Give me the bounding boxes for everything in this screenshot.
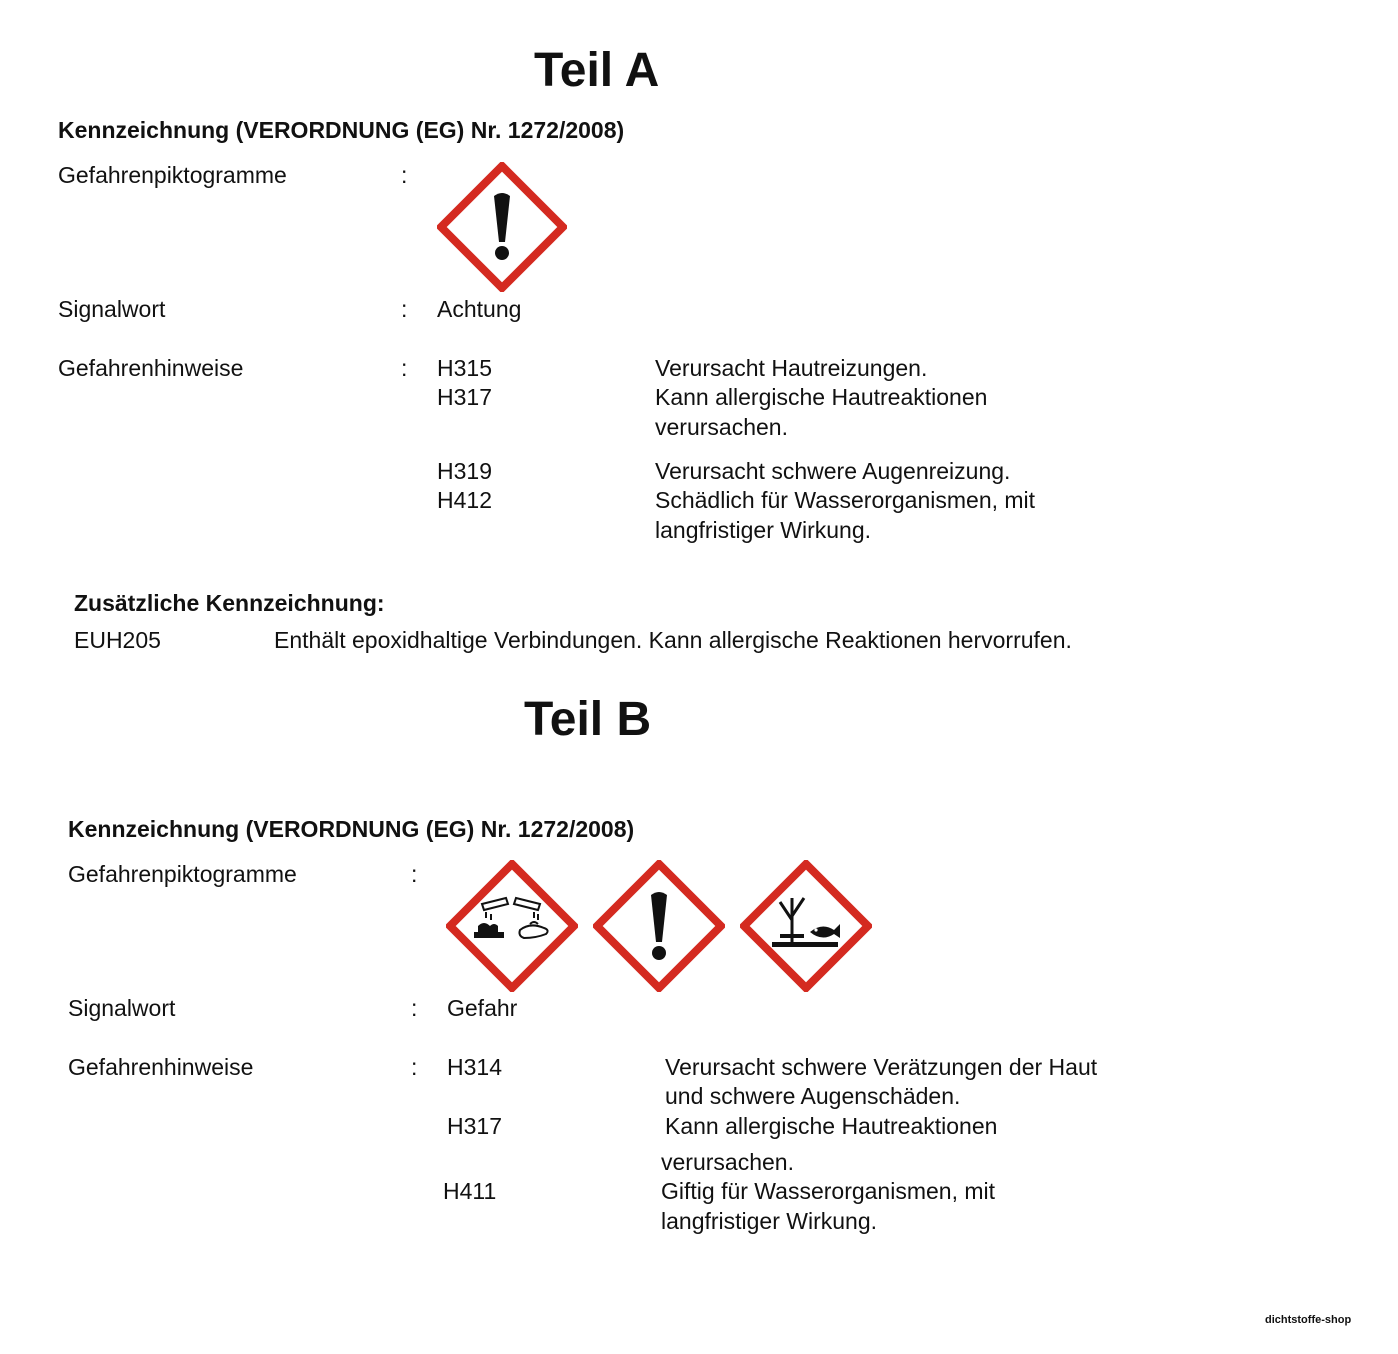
part-b-hazard-colon: : [411, 1054, 418, 1080]
footer-brand: dichtstoffe-shop [1265, 1314, 1352, 1326]
part-b-title: Teil B [524, 693, 652, 746]
hazard-text: Kann allergische Hautreaktionen [665, 1113, 998, 1139]
part-b-hazard-label: Gefahrenhinweise [68, 1054, 254, 1080]
hazard-code: H412 [437, 487, 492, 513]
part-a-signal-value: Achtung [437, 296, 522, 322]
part-a-pictograms-colon: : [401, 162, 408, 188]
hazard-text: Schädlich für Wasserorganismen, mit [655, 487, 1036, 513]
hazard-code: H319 [437, 458, 492, 484]
part-a-signal-colon: : [401, 296, 408, 322]
part-a-signal-label: Signalwort [58, 296, 166, 322]
hazard-text: und schwere Augenschäden. [665, 1083, 961, 1109]
part-a-hazard-label: Gefahrenhinweise [58, 355, 244, 381]
hazard-code: H314 [447, 1054, 502, 1080]
part-b-signal-label: Signalwort [68, 995, 176, 1021]
part-b-heading: Kennzeichnung (VERORDNUNG (EG) Nr. 1272/2008) [68, 816, 635, 842]
part-a-hazard-colon: : [401, 355, 408, 381]
hazard-text: Giftig für Wasserorganismen, mit [661, 1178, 996, 1204]
additional-text: Enthält epoxidhaltige Verbindungen. Kann allergische Reaktionen hervorrufen. [274, 627, 1072, 653]
hazard-text: Verursacht schwere Augenreizung. [655, 458, 1011, 484]
hazard-text: Kann allergische Hautreaktionen [655, 384, 988, 410]
hazard-text: Verursacht Hautreizungen. [655, 355, 928, 381]
additional-code: EUH205 [74, 627, 161, 653]
part-a-heading: Kennzeichnung (VERORDNUNG (EG) Nr. 1272/2008) [58, 117, 625, 143]
additional-labeling-heading: Zusätzliche Kennzeichnung: [74, 590, 385, 616]
part-b-signal-value: Gefahr [447, 995, 518, 1021]
part-a-pictograms-label: Gefahrenpiktogramme [58, 162, 287, 188]
hazard-code: H315 [437, 355, 492, 381]
hazard-text: verursachen. [661, 1149, 794, 1175]
hazard-code: H317 [437, 384, 492, 410]
part-b-signal-colon: : [411, 995, 418, 1021]
part-b-pictograms-label: Gefahrenpiktogramme [68, 861, 297, 887]
part-a-title: Teil A [534, 44, 660, 97]
part-b-pictograms-colon: : [411, 861, 418, 887]
environment-pictogram [740, 860, 872, 992]
hazard-text: langfristiger Wirkung. [655, 517, 872, 543]
hazard-code: H411 [443, 1178, 497, 1204]
hazard-text: verursachen. [655, 414, 788, 440]
corrosion-pictogram [446, 860, 578, 992]
hazard-code: H317 [447, 1113, 502, 1139]
exclamation-mark-pictogram [437, 162, 567, 292]
hazard-text: langfristiger Wirkung. [661, 1208, 878, 1234]
hazard-text: Verursacht schwere Verätzungen der Haut [665, 1054, 1098, 1080]
exclamation-mark-pictogram [593, 860, 725, 992]
